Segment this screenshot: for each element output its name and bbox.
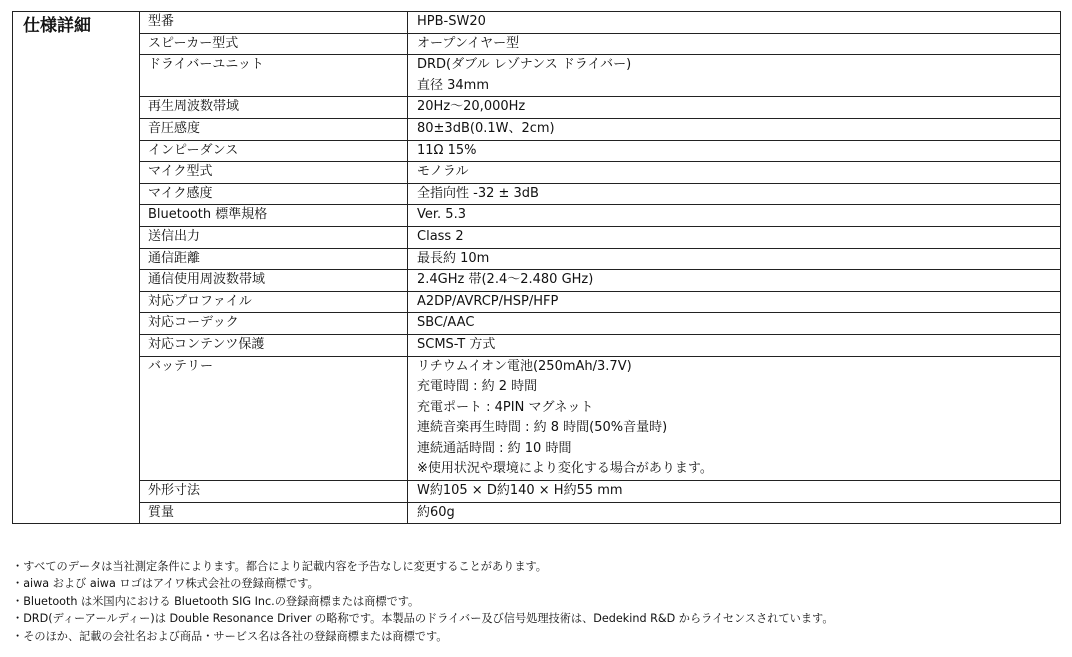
spec-value-line: リチウムイオン電池(250mAh/3.7V) <box>417 358 632 374</box>
spec-label: スピーカー型式 <box>140 33 408 55</box>
spec-row <box>13 356 1061 481</box>
spec-value-line: 充電ポート : 4PIN マグネット <box>417 399 594 415</box>
spec-label: 対応コーデック <box>140 313 408 335</box>
spec-label: 送信出力 <box>140 226 408 248</box>
spec-value-line: DRD(ダブル レゾナンス ドライバー) <box>417 57 632 73</box>
spec-row <box>13 118 1061 140</box>
spec-table <box>12 11 1061 524</box>
spec-value <box>408 248 1061 270</box>
spec-label: 対応コンテンツ保護 <box>140 334 408 356</box>
spec-row <box>13 270 1061 292</box>
spec-value-line: 約60g <box>417 504 455 520</box>
spec-value <box>408 270 1061 292</box>
spec-value-line: Class 2 <box>417 228 464 244</box>
spec-value-line: 連続通話時間 : 約 10 時間 <box>417 440 572 456</box>
spec-value <box>408 97 1061 119</box>
spec-label: 外形寸法 <box>140 481 408 503</box>
spec-value <box>408 502 1061 524</box>
spec-row <box>13 97 1061 119</box>
spec-value-line: A2DP/AVRCP/HSP/HFP <box>417 293 559 309</box>
spec-row <box>13 291 1061 313</box>
spec-row <box>13 334 1061 356</box>
spec-value <box>408 162 1061 184</box>
spec-label: インピーダンス <box>140 140 408 162</box>
spec-label: バッテリー <box>140 356 408 481</box>
spec-label: 質量 <box>140 502 408 524</box>
spec-row <box>13 33 1061 55</box>
spec-value <box>408 118 1061 140</box>
spec-value <box>408 183 1061 205</box>
spec-row <box>13 248 1061 270</box>
spec-value <box>408 291 1061 313</box>
spec-value-line: 連続音楽再生時間 : 約 8 時間(50%音量時) <box>417 420 668 436</box>
spec-value-line: 80±3dB(0.1W、2cm) <box>417 120 555 136</box>
spec-value-line: SBC/AAC <box>417 315 475 331</box>
spec-row <box>13 313 1061 335</box>
spec-label: ドライバーユニット <box>140 55 408 97</box>
spec-value-line: Ver. 5.3 <box>417 207 466 223</box>
spec-value-line: 2.4GHz 帯(2.4〜2.480 GHz) <box>417 272 594 288</box>
spec-row <box>13 226 1061 248</box>
spec-row <box>13 162 1061 184</box>
spec-label: マイク感度 <box>140 183 408 205</box>
spec-row <box>13 481 1061 503</box>
spec-value <box>408 226 1061 248</box>
footnote-item: ・そのほか、記載の会社名および商品・サービス名は各社の登録商標または商標です。 <box>12 629 448 643</box>
spec-value-line: SCMS-T 方式 <box>417 336 496 352</box>
spec-value <box>408 313 1061 335</box>
spec-label: 対応プロファイル <box>140 291 408 313</box>
footnotes <box>12 558 834 645</box>
spec-label: 通信距離 <box>140 248 408 270</box>
spec-value-line: 全指向性 -32 ± 3dB <box>417 185 539 201</box>
spec-row <box>13 55 1061 97</box>
spec-label: 再生周波数帯域 <box>140 97 408 119</box>
spec-label: Bluetooth 標準規格 <box>140 205 408 227</box>
spec-value-line: 最長約 10m <box>417 250 490 266</box>
spec-value-line: モノラル <box>417 164 469 180</box>
spec-value <box>408 33 1061 55</box>
spec-value-line: 11Ω 15% <box>417 142 477 158</box>
spec-value-line: 直径 34mm <box>417 77 490 93</box>
spec-value <box>408 205 1061 227</box>
spec-value <box>408 356 1061 481</box>
spec-value <box>408 12 1061 34</box>
spec-row <box>13 183 1061 205</box>
spec-value <box>408 481 1061 503</box>
footnote-item: ・Bluetooth は米国内における Bluetooth SIG Inc.の登録商標または商標です。 <box>12 594 420 608</box>
spec-label: 音圧感度 <box>140 118 408 140</box>
spec-value-line: 20Hz〜20,000Hz <box>417 99 526 115</box>
spec-value-line: HPB-SW20 <box>417 14 486 29</box>
spec-label: マイク型式 <box>140 162 408 184</box>
spec-value-line: 充電時間 : 約 2 時間 <box>417 379 538 395</box>
spec-label: 型番 <box>140 12 408 34</box>
spec-value <box>408 140 1061 162</box>
footnote-item: ・DRD(ディーアールディー)は Double Resonance Driver の略称です。本製品のドライバー及び信号処理技術は、Dedekind R&D からライセンスされています。 <box>12 612 834 626</box>
spec-value <box>408 334 1061 356</box>
section-title: 仕様詳細 <box>13 12 140 524</box>
spec-row <box>13 205 1061 227</box>
spec-row <box>13 502 1061 524</box>
spec-value-line: ※使用状況や環境により変化する場合があります。 <box>417 461 713 477</box>
spec-section <box>12 11 1060 524</box>
spec-value-line: オープンイヤー型 <box>417 35 520 51</box>
spec-table-body <box>13 12 1061 524</box>
spec-label: 通信使用周波数帯域 <box>140 270 408 292</box>
footnote-item: ・すべてのデータは当社測定条件によります。都合により記載内容を予告なしに変更することがあります。 <box>12 560 547 573</box>
spec-value <box>408 55 1061 97</box>
spec-value-line: W約105 × D約140 × H約55 mm <box>417 483 623 499</box>
spec-row <box>13 140 1061 162</box>
footnote-item: ・aiwa および aiwa ロゴはアイワ株式会社の登録商標です。 <box>12 577 319 591</box>
spec-row <box>13 12 1061 34</box>
